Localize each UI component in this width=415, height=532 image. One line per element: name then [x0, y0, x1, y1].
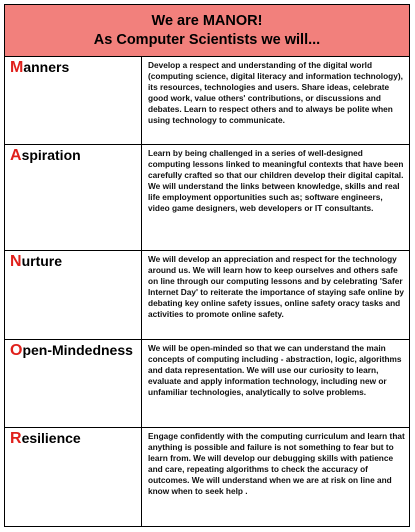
value-term [5, 57, 142, 144]
description-paragraph: Engage confidently with the computing curriculum and learn that anything is possible and failure is not something to fear but to learn from. We will develop our debugging skills with patience and care, repeating algorithms to check the accuracy of outcomes. We will understand when we are at risk on line and know when to seek help . [148, 431, 405, 497]
value-initial: O [10, 342, 23, 359]
value-row-manners [5, 57, 409, 145]
value-term-rest: esilience [21, 430, 81, 446]
value-term [5, 251, 142, 339]
value-row-aspiration [5, 145, 409, 251]
value-description [142, 251, 409, 339]
value-description [142, 428, 409, 526]
header-title: We are MANOR! [151, 12, 263, 29]
value-row-resilience [5, 428, 409, 526]
value-initial: R [10, 430, 22, 447]
value-description [142, 57, 409, 144]
value-term-rest: anners [23, 59, 70, 75]
header-banner [5, 5, 409, 57]
value-term [5, 145, 142, 250]
header-subtitle: As Computer Scientists we will... [93, 31, 321, 48]
value-initial: M [10, 59, 24, 76]
value-term-rest: urture [21, 253, 63, 269]
value-row-nurture [5, 251, 409, 340]
value-term-rest: spiration [21, 147, 81, 163]
value-initial: N [10, 253, 22, 270]
value-initial: A [10, 147, 22, 164]
value-description [142, 145, 409, 250]
description-paragraph: We will develop an appreciation and respect for the technology around us. We will learn how to keep ourselves and others safe on line through our computing lessons and by celebrating 'Safer Internet Day' to reiterate the importance of staying safe online by debating key online safety issues, online safety oracy tasks and activities to promote online safety. [148, 254, 405, 320]
description-paragraph: We will understand the links between knowledge, skills and real life employment opportunities such as; software engineers, video game designers, web developers or IT consultants. [148, 181, 400, 214]
description-paragraph: Learn by being challenged in a series of well-designed computing lessons linked to meaningful contexts that have been carefully crafted so that our children develop their digital capital. [148, 148, 404, 181]
description-paragraph: Develop a respect and understanding of the digital world (computing science, digital literacy and information technology), its resources, technologies and users. Share ideas, celebrate good work, value others' contributions, or discussions and debates. Learn to respect others and to always be polite when using technology to communicate. [148, 60, 403, 126]
value-term [5, 428, 142, 526]
description-paragraph: We will be open-minded so that we can understand the main concepts of computing including - abstraction, logic, algorithms and data representation. We will use our curiosity to learn, evaluate and apply information technology, including new or unfamiliar technologies, analytically to solve problems. [148, 343, 402, 398]
value-description [142, 340, 409, 427]
value-row-open-mindedness [5, 340, 409, 428]
value-term [5, 340, 142, 427]
value-term-rest: pen-Mindedness [22, 342, 133, 358]
manor-values-document [4, 4, 410, 527]
